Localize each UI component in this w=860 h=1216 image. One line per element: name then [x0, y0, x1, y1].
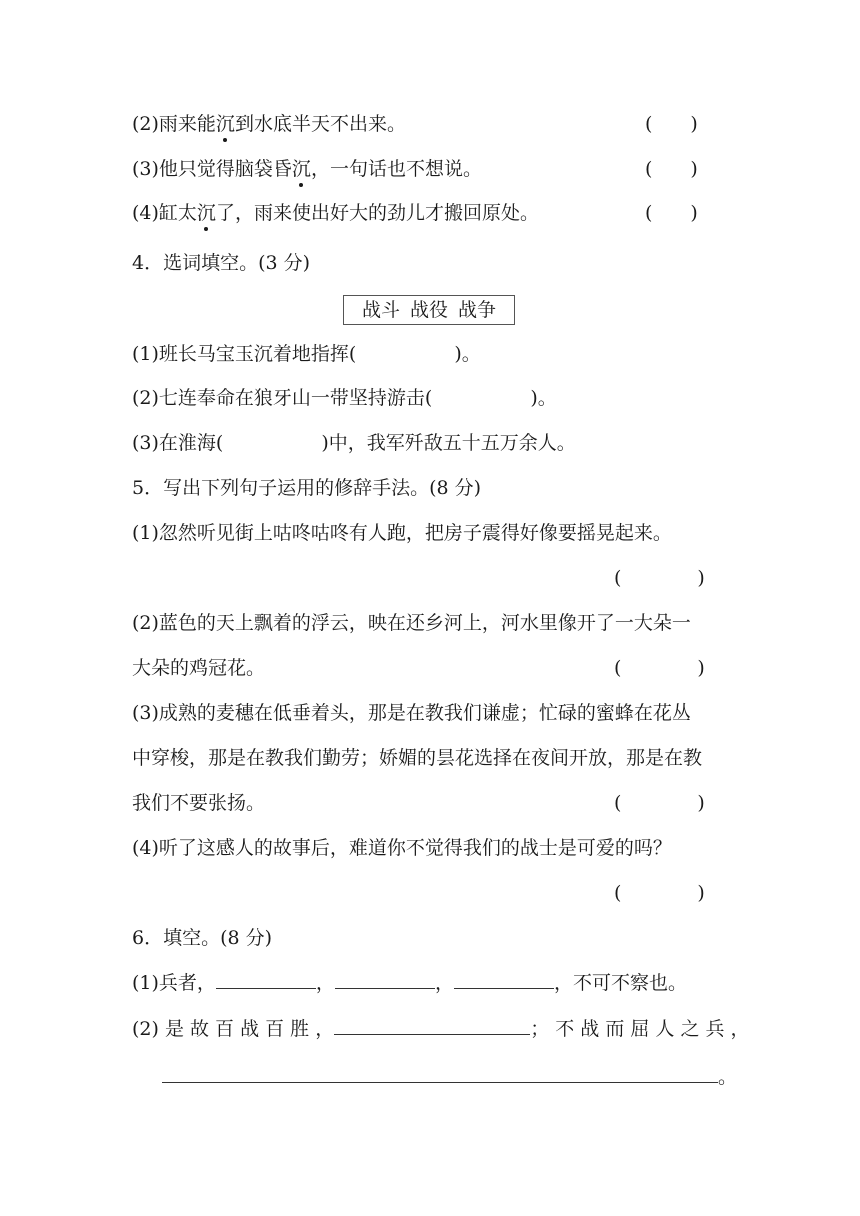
q6-line-3: 。 — [162, 1064, 737, 1090]
q3-item-2: (2)雨来能沉到水底半天不出来。 — [132, 113, 406, 135]
answer-paren[interactable]: ( ) — [614, 567, 705, 589]
fill-blank[interactable] — [334, 1016, 530, 1035]
q3-item-3: (3)他只觉得脑袋昏沉，一句话也不想说。 — [132, 158, 482, 180]
q5-title: 5．写出下列句子运用的修辞手法。(8 分) — [132, 477, 482, 499]
q5-sentence-2b: 大朵的鸡冠花。 — [132, 657, 266, 679]
q4-title: 4．选词填空。(3 分) — [132, 252, 311, 274]
word-option: 战斗 — [361, 299, 400, 321]
q5-sentence-3b: 中穿梭，那是在教我们勤劳；娇媚的昙花选择在夜间开放，那是在教 — [132, 747, 703, 769]
word-option: 战役 — [409, 299, 448, 321]
word-choice-box — [343, 295, 515, 325]
q5-sentence-1: (1)忽然听见街上咕咚咕咚有人跑，把房子震得好像要摇晃起来。 — [132, 522, 672, 544]
q4-item-1: (1)班长马宝玉沉着地指挥( )。 — [132, 343, 481, 365]
q3-item-4: (4)缸太沉了，雨来使出好大的劲儿才搬回原处。 — [132, 202, 539, 224]
answer-paren[interactable]: ( ) — [614, 882, 705, 904]
emphasis-char: 沉 — [196, 202, 216, 224]
answer-paren[interactable]: ( ) — [614, 792, 705, 814]
q4-item-3: (3)在淮海( )中，我军歼敌五十五万余人。 — [132, 432, 576, 454]
q6-line-2: (2) 是 故 百 战 百 胜 ， ； 不 战 而 屈 人 之 兵 ， — [132, 1018, 750, 1040]
fill-blank[interactable] — [335, 970, 435, 989]
fill-blank[interactable] — [216, 970, 316, 989]
q6-title: 6．填空。(8 分) — [132, 927, 273, 949]
answer-paren[interactable]: ( ) — [645, 158, 698, 180]
q4-item-2: (2)七连奉命在狼牙山一带坚持游击( )。 — [132, 387, 557, 409]
q5-sentence-4: (4)听了这感人的故事后，难道你不觉得我们的战士是可爱的吗？ — [132, 837, 672, 859]
q5-sentence-3c: 我们不要张扬。 — [132, 792, 266, 814]
answer-paren[interactable]: ( ) — [645, 202, 698, 224]
q5-sentence-3a: (3)成熟的麦穗在低垂着头，那是在教我们谦虚；忙碌的蜜蜂在花丛 — [132, 702, 691, 724]
answer-paren[interactable]: ( ) — [614, 657, 705, 679]
answer-paren[interactable]: ( ) — [645, 113, 698, 135]
fill-blank[interactable] — [454, 970, 554, 989]
fill-blank[interactable] — [162, 1064, 718, 1083]
emphasis-char: 沉 — [291, 158, 311, 180]
q5-sentence-2a: (2)蓝色的天上飘着的浮云，映在还乡河上，河水里像开了一大朵一 — [132, 612, 691, 634]
emphasis-char: 沉 — [215, 113, 235, 135]
word-option: 战争 — [458, 299, 497, 321]
q6-line-1: (1)兵者， ， ， ，不可不察也。 — [132, 972, 687, 994]
